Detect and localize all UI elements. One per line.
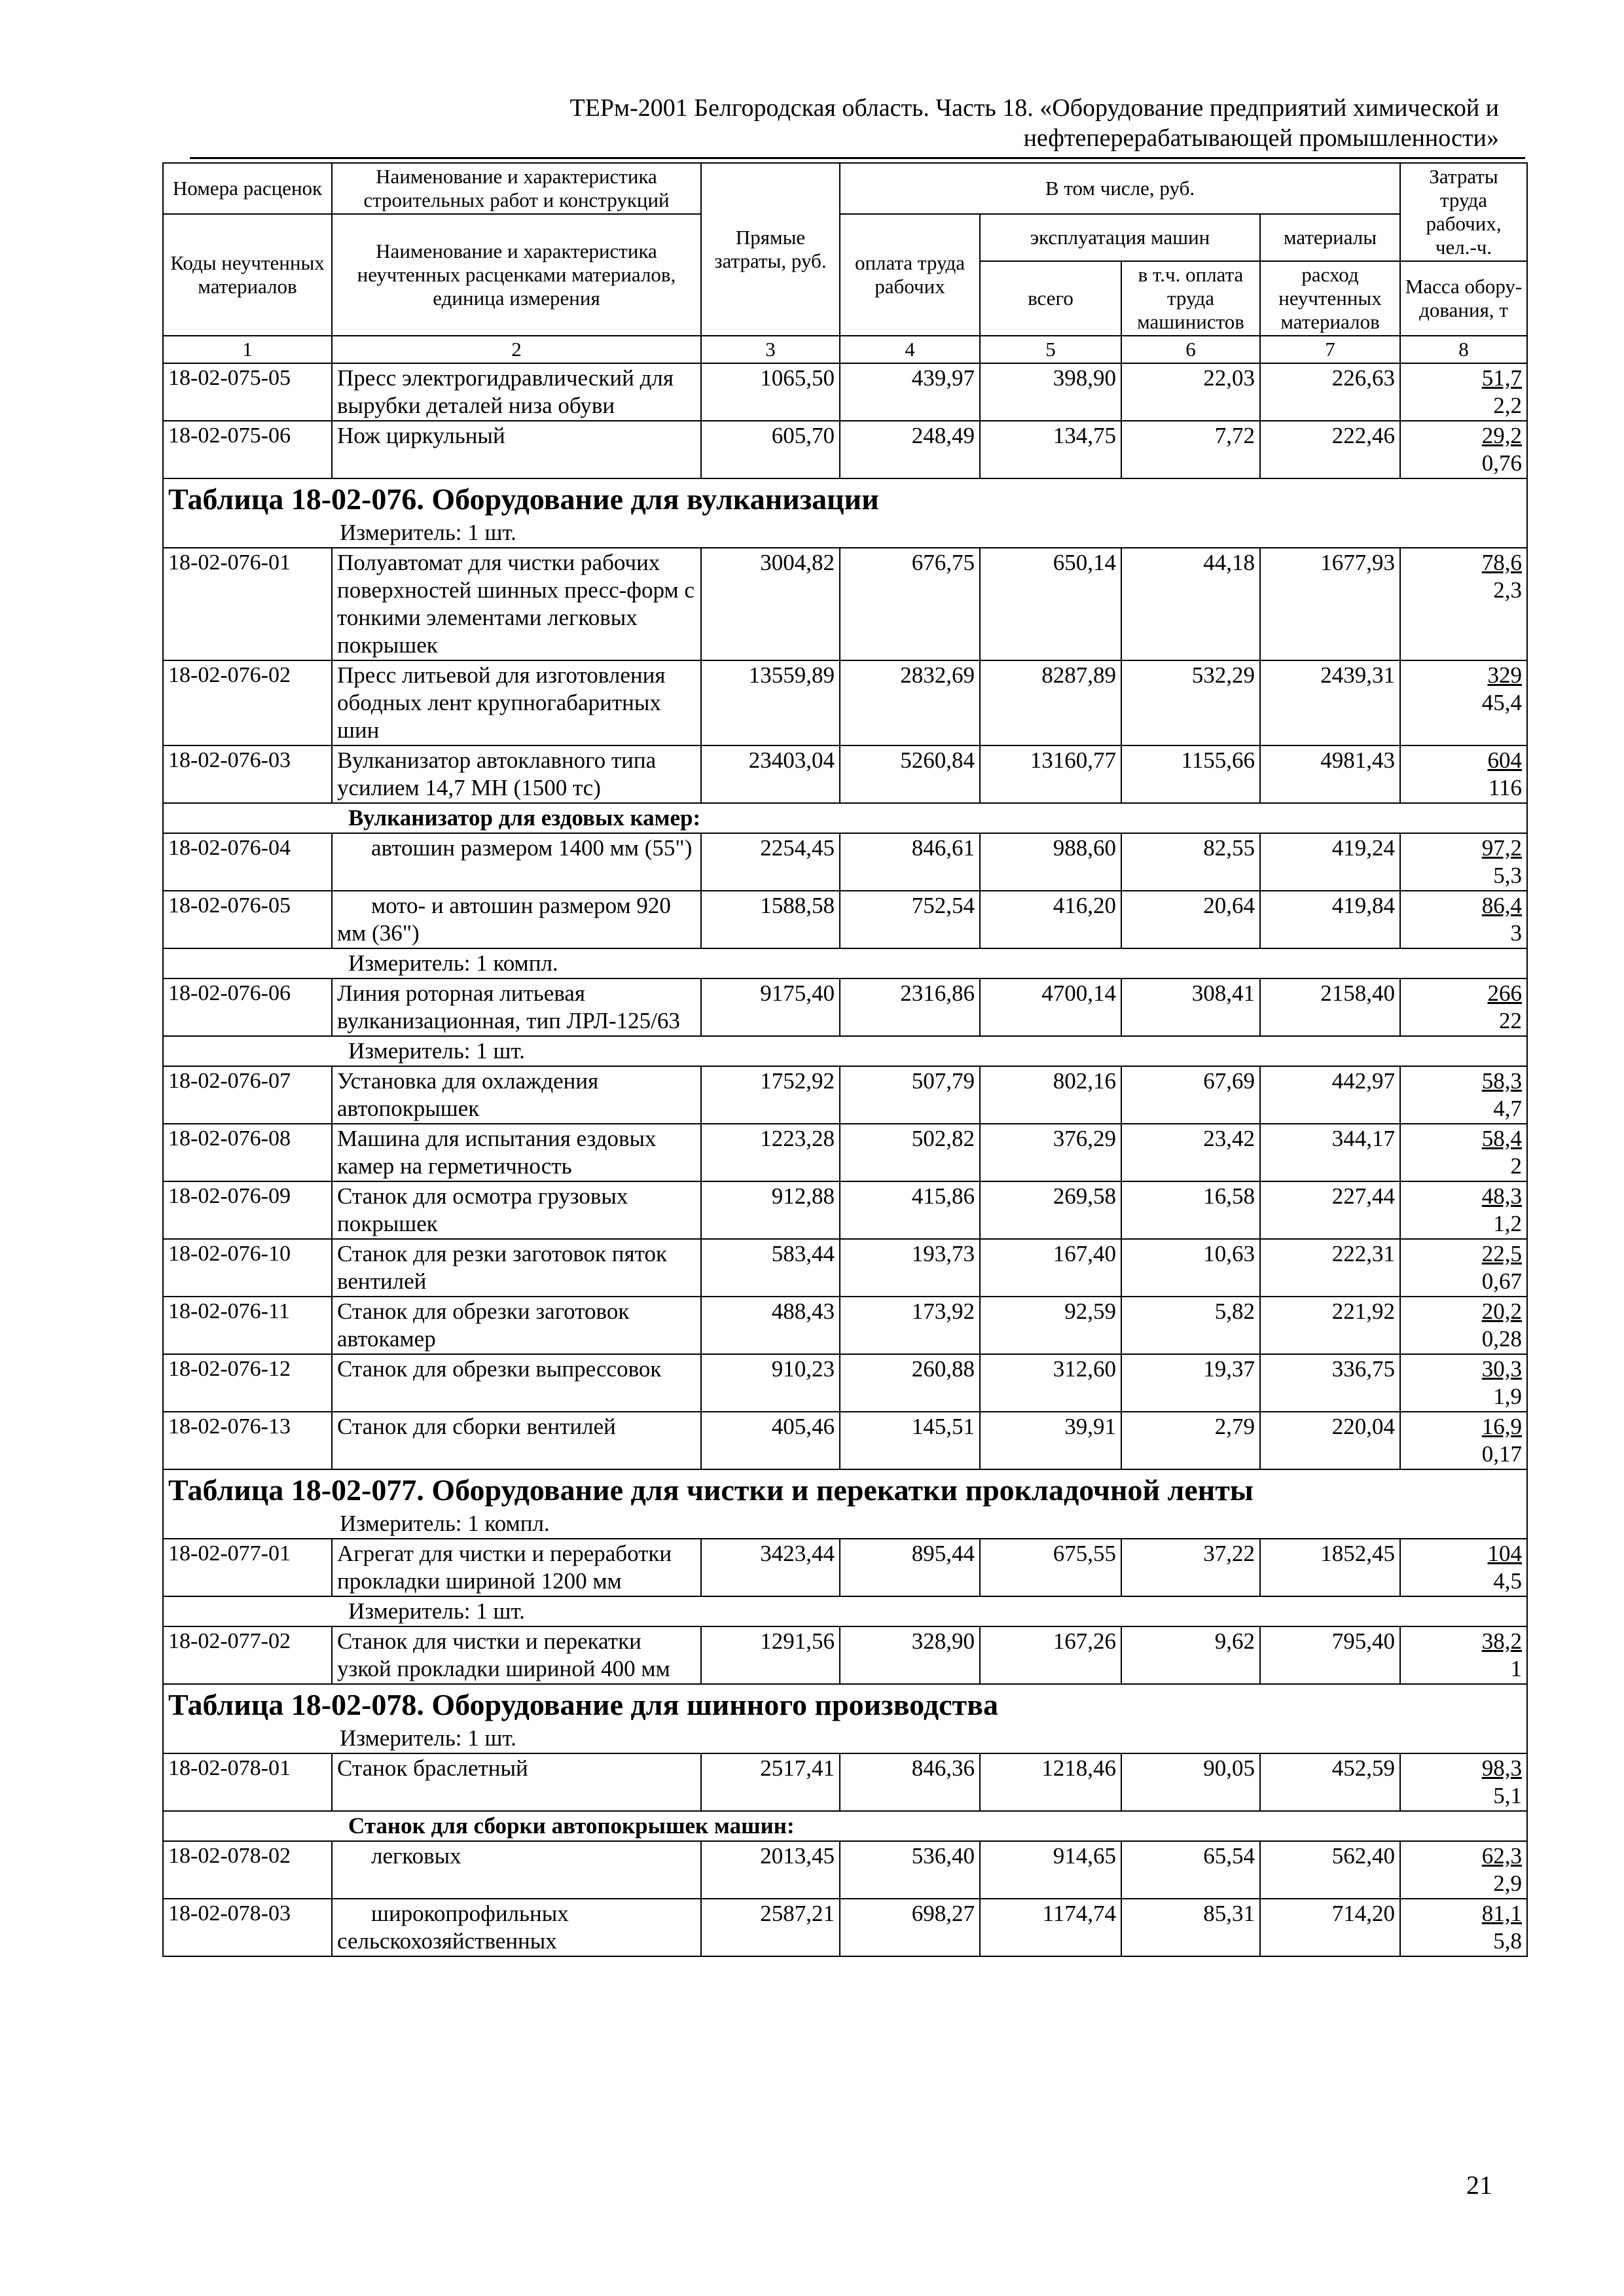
rate-name: Полуавтомат для чистки рабочих поверхностей шинных пресс-форм с тонкими элементами легковых покрышек [332, 548, 701, 660]
direct-cost: 488,43 [701, 1297, 840, 1354]
rate-name: легковых [332, 1841, 701, 1899]
rate-code: 18-02-076-04 [163, 833, 332, 891]
machine-cost: 398,90 [980, 363, 1121, 421]
measure-row [163, 948, 1527, 978]
equipment-mass: 0,67 [1481, 1268, 1523, 1294]
direct-cost: 1065,50 [701, 363, 840, 421]
machine-cost: 376,29 [980, 1124, 1121, 1181]
rate-row [163, 1297, 1527, 1354]
col-vsego: всего [980, 261, 1121, 336]
machine-cost: 675,55 [980, 1539, 1121, 1596]
rate-row [163, 1899, 1527, 1956]
labor-mass-cell [1400, 1181, 1527, 1239]
labor-hours: 20,2 [1481, 1299, 1523, 1324]
rate-code: 18-02-076-06 [163, 978, 332, 1036]
drivers-cost: 1155,66 [1121, 745, 1260, 803]
labor-cost: 846,36 [840, 1753, 980, 1811]
drivers-cost: 532,29 [1121, 660, 1260, 745]
labor-hours: 266 [1487, 980, 1523, 1006]
drivers-cost: 37,22 [1121, 1539, 1260, 1596]
direct-cost: 910,23 [701, 1354, 840, 1412]
equipment-mass: 5,8 [1493, 1928, 1523, 1954]
machine-cost: 650,14 [980, 548, 1121, 660]
rate-row [163, 1626, 1527, 1684]
labor-mass-cell [1400, 833, 1527, 891]
materials-cost: 222,31 [1260, 1239, 1400, 1297]
drivers-cost: 22,03 [1121, 363, 1260, 421]
labor-mass-cell [1400, 1354, 1527, 1412]
machine-cost: 1218,46 [980, 1753, 1121, 1811]
machine-cost: 92,59 [980, 1297, 1121, 1354]
rate-code: 18-02-075-06 [163, 421, 332, 478]
materials-cost: 220,04 [1260, 1412, 1400, 1469]
direct-cost: 2517,41 [701, 1753, 840, 1811]
labor-cost: 846,61 [840, 833, 980, 891]
section-078 [163, 1684, 1527, 1753]
materials-cost: 1677,93 [1260, 548, 1400, 660]
labor-mass-cell [1400, 548, 1527, 660]
equipment-mass: 4,7 [1493, 1096, 1523, 1121]
col-massa: Масса обору-дования, т [1400, 261, 1527, 336]
rate-row [163, 1239, 1527, 1297]
measure-label: Измеритель: 1 шт. [163, 1596, 1527, 1626]
rate-row [163, 1841, 1527, 1899]
document-header [458, 93, 1499, 153]
rate-code: 18-02-076-08 [163, 1124, 332, 1181]
col-naim-1: Наименование и характеристика строительных работ и конструкций [332, 163, 701, 214]
rate-name: мото- и автошин размером 920 мм (36") [332, 891, 701, 948]
col-num: 3 [701, 336, 840, 363]
materials-cost: 4981,43 [1260, 745, 1400, 803]
machine-cost: 988,60 [980, 833, 1121, 891]
subhead-row [163, 803, 1527, 833]
labor-cost: 895,44 [840, 1539, 980, 1596]
rate-row [163, 891, 1527, 948]
subhead-row [163, 1811, 1527, 1841]
rate-row [163, 1753, 1527, 1811]
equipment-mass: 0,28 [1481, 1326, 1523, 1352]
drivers-cost: 308,41 [1121, 978, 1260, 1036]
page-number: 21 [1466, 2170, 1492, 2200]
rate-name: Станок для сборки вентилей [332, 1412, 701, 1469]
labor-cost: 248,49 [840, 421, 980, 478]
labor-cost: 676,75 [840, 548, 980, 660]
section-076 [163, 478, 1527, 548]
rate-code: 18-02-076-01 [163, 548, 332, 660]
materials-cost: 227,44 [1260, 1181, 1400, 1239]
rate-name: Пресс электрогидравлический для вырубки деталей низа обуви [332, 363, 701, 421]
section-077 [163, 1469, 1527, 1539]
machine-cost: 167,40 [980, 1239, 1121, 1297]
direct-cost: 3004,82 [701, 548, 840, 660]
rate-row [163, 1066, 1527, 1124]
direct-cost: 1752,92 [701, 1066, 840, 1124]
labor-mass-cell [1400, 421, 1527, 478]
labor-hours: 30,3 [1481, 1356, 1523, 1382]
materials-cost: 221,92 [1260, 1297, 1400, 1354]
header-line-2: нефтеперерабатывающей промышленности» [1023, 124, 1499, 152]
labor-cost: 145,51 [840, 1412, 980, 1469]
labor-cost: 536,40 [840, 1841, 980, 1899]
col-num: 8 [1400, 336, 1527, 363]
direct-cost: 912,88 [701, 1181, 840, 1239]
measure-row [163, 1036, 1527, 1066]
labor-hours: 97,2 [1481, 835, 1523, 861]
rate-code: 18-02-078-03 [163, 1899, 332, 1956]
rate-row [163, 421, 1527, 478]
drivers-cost: 7,72 [1121, 421, 1260, 478]
rate-code: 18-02-076-13 [163, 1412, 332, 1469]
equipment-mass: 22 [1499, 1008, 1523, 1033]
machine-cost: 8287,89 [980, 660, 1121, 745]
equipment-mass: 0,76 [1481, 450, 1523, 476]
labor-cost: 439,97 [840, 363, 980, 421]
rate-name: Нож циркульный [332, 421, 701, 478]
rate-code: 18-02-078-01 [163, 1753, 332, 1811]
machine-cost: 914,65 [980, 1841, 1121, 1899]
labor-cost: 193,73 [840, 1239, 980, 1297]
drivers-cost: 5,82 [1121, 1297, 1260, 1354]
col-naim-2: Наименование и характеристика неучтенных расценками материалов, единица измерения [332, 214, 701, 336]
labor-mass-cell [1400, 978, 1527, 1036]
equipment-mass: 2,3 [1493, 577, 1523, 603]
drivers-cost: 10,63 [1121, 1239, 1260, 1297]
rate-name: Агрегат для чистки и переработки прокладки шириной 1200 мм [332, 1539, 701, 1596]
header-rule [190, 157, 1525, 159]
labor-cost: 752,54 [840, 891, 980, 948]
labor-hours: 98,3 [1481, 1755, 1523, 1781]
drivers-cost: 9,62 [1121, 1626, 1260, 1684]
direct-cost: 405,46 [701, 1412, 840, 1469]
labor-cost: 2316,86 [840, 978, 980, 1036]
labor-hours: 104 [1487, 1541, 1523, 1566]
labor-cost: 173,92 [840, 1297, 980, 1354]
rate-row [163, 660, 1527, 745]
direct-cost: 1223,28 [701, 1124, 840, 1181]
rate-name: Станок для резки заготовок пяток вентилей [332, 1239, 701, 1297]
measure-label: Измеритель: 1 компл. [163, 948, 1527, 978]
rate-name: автошин размером 1400 мм (55") [332, 833, 701, 891]
col-nomera: Номера расценок [163, 163, 332, 214]
direct-cost: 13559,89 [701, 660, 840, 745]
direct-cost: 2013,45 [701, 1841, 840, 1899]
col-ekspl: эксплуатация машин [980, 214, 1260, 261]
equipment-mass: 2,2 [1493, 393, 1523, 418]
labor-mass-cell [1400, 1539, 1527, 1596]
labor-cost: 328,90 [840, 1626, 980, 1684]
labor-hours: 48,3 [1481, 1183, 1523, 1209]
labor-mass-cell [1400, 1753, 1527, 1811]
direct-cost: 2254,45 [701, 833, 840, 891]
materials-cost: 795,40 [1260, 1626, 1400, 1684]
rate-row [163, 1539, 1527, 1596]
direct-cost: 9175,40 [701, 978, 840, 1036]
labor-hours: 58,3 [1481, 1068, 1523, 1094]
col-materialy: материалы [1260, 214, 1400, 261]
col-kody: Коды неучтенных материалов [163, 214, 332, 336]
rate-row [163, 363, 1527, 421]
rate-code: 18-02-076-12 [163, 1354, 332, 1412]
equipment-mass: 1,2 [1493, 1211, 1523, 1236]
rate-code: 18-02-077-02 [163, 1626, 332, 1684]
equipment-mass: 45,4 [1481, 690, 1523, 715]
machine-cost: 269,58 [980, 1181, 1121, 1239]
rate-name: Станок для чистки и перекатки узкой прокладки шириной 400 мм [332, 1626, 701, 1684]
table-title: Таблица 18-02-077. Оборудование для чистки и перекатки прокладочной ленты [168, 1473, 1254, 1507]
machine-cost: 802,16 [980, 1066, 1121, 1124]
drivers-cost: 85,31 [1121, 1899, 1260, 1956]
machine-cost: 134,75 [980, 421, 1121, 478]
machine-cost: 312,60 [980, 1354, 1121, 1412]
direct-cost: 605,70 [701, 421, 840, 478]
drivers-cost: 65,54 [1121, 1841, 1260, 1899]
measure-label: Измеритель: 1 шт. [340, 1725, 516, 1751]
materials-cost: 419,24 [1260, 833, 1400, 891]
rate-name: Станок для обрезки выпрессовок [332, 1354, 701, 1412]
labor-mass-cell [1400, 745, 1527, 803]
rate-code: 18-02-076-02 [163, 660, 332, 745]
labor-cost: 507,79 [840, 1066, 980, 1124]
drivers-cost: 16,58 [1121, 1181, 1260, 1239]
labor-cost: 502,82 [840, 1124, 980, 1181]
drivers-cost: 67,69 [1121, 1066, 1260, 1124]
rate-code: 18-02-076-07 [163, 1066, 332, 1124]
labor-hours: 329 [1487, 662, 1523, 688]
labor-mass-cell [1400, 660, 1527, 745]
equipment-mass: 116 [1488, 775, 1523, 800]
equipment-mass: 1,9 [1493, 1384, 1523, 1409]
labor-mass-cell [1400, 1841, 1527, 1899]
labor-cost: 2832,69 [840, 660, 980, 745]
subhead-label: Станок для сборки автопокрышек машин: [163, 1811, 1527, 1841]
rate-row [163, 548, 1527, 660]
labor-mass-cell [1400, 891, 1527, 948]
labor-hours: 29,2 [1481, 423, 1523, 448]
table-header [163, 163, 1527, 363]
machine-cost: 4700,14 [980, 978, 1121, 1036]
rate-row [163, 1412, 1527, 1469]
labor-cost: 260,88 [840, 1354, 980, 1412]
col-vtch: в т.ч. оплата труда машинистов [1121, 261, 1260, 336]
equipment-mass: 2 [1510, 1153, 1523, 1179]
labor-mass-cell [1400, 1626, 1527, 1684]
machine-cost: 167,26 [980, 1626, 1121, 1684]
rate-row [163, 745, 1527, 803]
labor-cost: 5260,84 [840, 745, 980, 803]
col-num: 7 [1260, 336, 1400, 363]
measure-label: Измеритель: 1 шт. [340, 520, 516, 545]
drivers-cost: 20,64 [1121, 891, 1260, 948]
labor-hours: 62,3 [1481, 1843, 1523, 1869]
drivers-cost: 90,05 [1121, 1753, 1260, 1811]
table-title: Таблица 18-02-076. Оборудование для вулканизации [168, 482, 879, 516]
labor-hours: 78,6 [1481, 550, 1523, 575]
col-num: 5 [980, 336, 1121, 363]
materials-cost: 344,17 [1260, 1124, 1400, 1181]
col-num: 6 [1121, 336, 1260, 363]
rate-name: Линия роторная литьевая вулканизационная, тип ЛРЛ-125/63 [332, 978, 701, 1036]
rate-name: Вулканизатор автоклавного типа усилием 14,7 МН (1500 тс) [332, 745, 701, 803]
machine-cost: 13160,77 [980, 745, 1121, 803]
labor-hours: 22,5 [1481, 1241, 1523, 1266]
labor-mass-cell [1400, 1899, 1527, 1956]
header-line-1: ТЕРм-2001 Белгородская область. Часть 18. «Оборудование предприятий химической и [569, 94, 1499, 122]
direct-cost: 2587,21 [701, 1899, 840, 1956]
col-pryamye: Прямые затраты, руб. [701, 163, 840, 336]
rate-code: 18-02-075-05 [163, 363, 332, 421]
col-num: 4 [840, 336, 980, 363]
machine-cost: 39,91 [980, 1412, 1121, 1469]
rate-row [163, 1354, 1527, 1412]
rate-name: Станок для обрезки заготовок автокамер [332, 1297, 701, 1354]
direct-cost: 1588,58 [701, 891, 840, 948]
equipment-mass: 1 [1510, 1656, 1523, 1681]
labor-hours: 16,9 [1481, 1414, 1523, 1439]
labor-hours: 51,7 [1481, 365, 1523, 391]
col-vtom: В том числе, руб. [840, 163, 1400, 214]
direct-cost: 583,44 [701, 1239, 840, 1297]
equipment-mass: 4,5 [1493, 1568, 1523, 1594]
rate-code: 18-02-076-10 [163, 1239, 332, 1297]
direct-cost: 23403,04 [701, 745, 840, 803]
rate-code: 18-02-077-01 [163, 1539, 332, 1596]
materials-cost: 1852,45 [1260, 1539, 1400, 1596]
direct-cost: 3423,44 [701, 1539, 840, 1596]
materials-cost: 442,97 [1260, 1066, 1400, 1124]
materials-cost: 562,40 [1260, 1841, 1400, 1899]
table-body [163, 363, 1527, 1956]
rates-table [162, 162, 1528, 1957]
measure-row [163, 1596, 1527, 1626]
drivers-cost: 82,55 [1121, 833, 1260, 891]
labor-mass-cell [1400, 1297, 1527, 1354]
labor-mass-cell [1400, 1412, 1527, 1469]
machine-cost: 416,20 [980, 891, 1121, 948]
labor-mass-cell [1400, 363, 1527, 421]
rate-row [163, 978, 1527, 1036]
column-numbers [163, 336, 1527, 363]
col-num: 1 [163, 336, 332, 363]
rate-code: 18-02-076-05 [163, 891, 332, 948]
materials-cost: 226,63 [1260, 363, 1400, 421]
equipment-mass: 3 [1510, 920, 1523, 946]
labor-hours: 58,4 [1481, 1126, 1523, 1151]
rate-code: 18-02-076-03 [163, 745, 332, 803]
equipment-mass: 5,3 [1493, 863, 1523, 888]
direct-cost: 1291,56 [701, 1626, 840, 1684]
col-rashod: расход неучтенных материалов [1260, 261, 1400, 336]
rate-code: 18-02-076-09 [163, 1181, 332, 1239]
rate-code: 18-02-076-11 [163, 1297, 332, 1354]
labor-hours: 38,2 [1481, 1628, 1523, 1654]
materials-cost: 714,20 [1260, 1899, 1400, 1956]
rate-name: Машина для испытания ездовых камер на герметичность [332, 1124, 701, 1181]
rate-row [163, 1124, 1527, 1181]
equipment-mass: 5,1 [1493, 1783, 1523, 1808]
table-title: Таблица 18-02-078. Оборудование для шинного производства [168, 1688, 998, 1721]
rate-row [163, 833, 1527, 891]
drivers-cost: 19,37 [1121, 1354, 1260, 1412]
rate-row [163, 1181, 1527, 1239]
materials-cost: 336,75 [1260, 1354, 1400, 1412]
measure-label: Измеритель: 1 компл. [340, 1511, 550, 1536]
materials-cost: 2158,40 [1260, 978, 1400, 1036]
rate-name: Пресс литьевой для изготовления ободных лент крупногабаритных шин [332, 660, 701, 745]
rate-name: Станок для осмотра грузовых покрышек [332, 1181, 701, 1239]
materials-cost: 2439,31 [1260, 660, 1400, 745]
equipment-mass: 0,17 [1481, 1441, 1523, 1467]
col-num: 2 [332, 336, 701, 363]
col-oplata: оплата труда рабочих [840, 214, 980, 336]
col-zatraty: Затраты труда рабочих, чел.-ч. [1400, 163, 1527, 261]
equipment-mass: 2,9 [1493, 1871, 1523, 1896]
labor-hours: 81,1 [1481, 1901, 1523, 1926]
materials-cost: 452,59 [1260, 1753, 1400, 1811]
labor-cost: 698,27 [840, 1899, 980, 1956]
drivers-cost: 44,18 [1121, 548, 1260, 660]
drivers-cost: 2,79 [1121, 1412, 1260, 1469]
drivers-cost: 23,42 [1121, 1124, 1260, 1181]
materials-cost: 222,46 [1260, 421, 1400, 478]
rate-name: Станок браслетный [332, 1753, 701, 1811]
rate-code: 18-02-078-02 [163, 1841, 332, 1899]
labor-mass-cell [1400, 1066, 1527, 1124]
labor-cost: 415,86 [840, 1181, 980, 1239]
labor-mass-cell [1400, 1239, 1527, 1297]
labor-hours: 604 [1487, 747, 1523, 773]
rate-name: широкопрофильных сельскохозяйственных [332, 1899, 701, 1956]
rate-name: Установка для охлаждения автопокрышек [332, 1066, 701, 1124]
subhead-label: Вулканизатор для ездовых камер: [163, 803, 1527, 833]
labor-hours: 86,4 [1481, 893, 1523, 918]
materials-cost: 419,84 [1260, 891, 1400, 948]
measure-label: Измеритель: 1 шт. [163, 1036, 1527, 1066]
labor-mass-cell [1400, 1124, 1527, 1181]
machine-cost: 1174,74 [980, 1899, 1121, 1956]
